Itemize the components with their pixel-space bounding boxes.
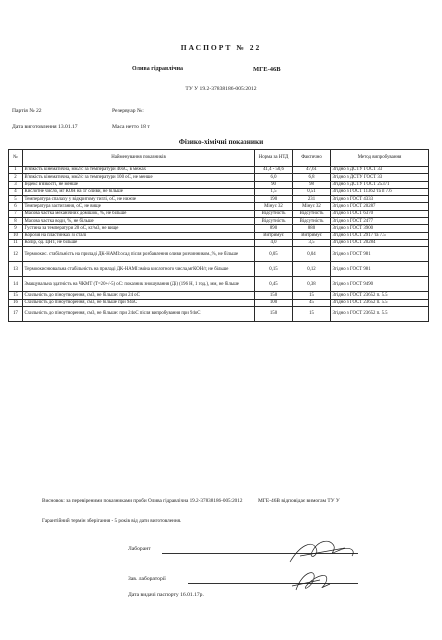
row-name: Масова частка механічних домішок, %, не більше xyxy=(23,210,255,217)
row-norm: 150 xyxy=(255,306,293,321)
row-number: 2 xyxy=(9,174,23,181)
row-actual: 15 xyxy=(293,292,331,299)
row-norm: 890 xyxy=(255,225,293,232)
row-actual: 45 xyxy=(293,299,331,306)
passport-title: ПАСПОРТ № 22 xyxy=(180,43,262,52)
row-number: 16 xyxy=(9,299,23,306)
net-mass: Маса нетто 18 т xyxy=(112,124,150,130)
row-norm: 100 xyxy=(255,299,293,306)
reservoir-number: Резервуар №: xyxy=(112,108,144,114)
row-norm: Мінус 32 xyxy=(255,203,293,210)
row-method: Згідно з ГОСТ 6370 xyxy=(331,210,429,217)
row-number: 14 xyxy=(9,277,23,292)
row-actual: Мінус 32 xyxy=(293,203,331,210)
row-name: Густина за температури 20 оС, кг/м3, не вище xyxy=(23,225,255,232)
row-number: 17 xyxy=(9,306,23,321)
row-norm: 150 xyxy=(255,292,293,299)
warranty-text: Гарантійний термін зберігання - 5 років від дати виготовлення. xyxy=(42,518,182,524)
row-name: Змащувальна здатність на ЧКМТ (Т=20+/-5) оС: показник зношування (Ді) (196 Н, 1 год.), мм, не більше xyxy=(23,277,255,292)
head-signature xyxy=(292,573,330,590)
row-actual: 15 xyxy=(293,306,331,321)
col-header-number: № xyxy=(9,150,23,167)
row-method: Згідно з ГОСТ 23652 п. 5.5 xyxy=(331,292,429,299)
row-actual: 0,12 xyxy=(293,262,331,277)
row-norm: Витримує xyxy=(255,232,293,239)
row-name: Схильність до піноутворення, см3, не більше: при 24оС після випробування при 94оС xyxy=(23,306,255,321)
row-name: Масова частка води, %, не більше xyxy=(23,218,255,225)
row-norm: Відсутність xyxy=(255,218,293,225)
col-header-name: Найменування показників xyxy=(23,150,255,167)
issue-date: Дата видачі паспорту 16.01.17р. xyxy=(128,592,204,598)
row-actual: 3,5 xyxy=(293,239,331,246)
row-number: 9 xyxy=(9,225,23,232)
row-name: Корозія на пластинках зі сталі xyxy=(23,232,255,239)
row-norm: 90 xyxy=(255,181,293,188)
row-norm: 1,5 xyxy=(255,188,293,195)
row-method: Згідно з ГОСТ 2917 та 7.5 xyxy=(331,232,429,239)
col-header-method: Метод випробування xyxy=(331,150,429,167)
row-name: Індекс в'язкості, не менше xyxy=(23,181,255,188)
row-number: 11 xyxy=(9,239,23,246)
row-number: 13 xyxy=(9,262,23,277)
row-actual: 880 xyxy=(293,225,331,232)
row-method: Згідно з ГОСТ 23652 п. 5.5 xyxy=(331,306,429,321)
col-header-actual: Фактично xyxy=(293,150,331,167)
row-actual: 0,51 xyxy=(293,188,331,195)
row-norm: 4,0 xyxy=(255,239,293,246)
row-method: Згідно з ГОСТ 981 xyxy=(331,247,429,262)
row-actual: 231 xyxy=(293,196,331,203)
row-norm: 0,05 xyxy=(255,247,293,262)
row-number: 12 xyxy=(9,247,23,262)
row-name: Колір, од. ЦНТ, не більше xyxy=(23,239,255,246)
batch-number: Партія № 22 xyxy=(12,108,42,114)
row-actual: 47,61 xyxy=(293,167,331,174)
row-actual: 0,04 xyxy=(293,247,331,262)
row-norm: 6,0 xyxy=(255,174,293,181)
row-name: Термоокис. стабільність на приладі ДК-НАМІ:осад після розбавлення оливи розчинником.,%, не більше xyxy=(23,247,255,262)
row-method: Згідно з ГОСТ 4333 xyxy=(331,196,429,203)
row-actual: Витримує xyxy=(293,232,331,239)
conclusion-text: Висновок: за перевіреними показниками проби Олива гідравлічна 19.2-37838186-005:2012 xyxy=(42,498,243,504)
row-number: 1 xyxy=(9,167,23,174)
row-norm: 41,4 - 50,6 xyxy=(255,167,293,174)
lab-head-label: Зав. лабораторії xyxy=(128,576,166,582)
row-number: 8 xyxy=(9,218,23,225)
row-actual: 0,38 xyxy=(293,277,331,292)
conformity-text: МГЕ-46В відповідає вимогам ТУ У xyxy=(258,498,340,504)
row-number: 10 xyxy=(9,232,23,239)
row-name: Термоокиснювальна стабільність на приладі ДК-НАМІ:зміна кислотного числа,мгКОН/г, не більше xyxy=(23,262,255,277)
row-name: Температура спалаху у відкритому тиглі, оС, не нижче xyxy=(23,196,255,203)
row-method: Згідно з ГОСТ 9490 xyxy=(331,277,429,292)
section-title: Фізико-хімічні показники xyxy=(178,138,264,146)
row-method: Згідно з ГОСТ 23652 п. 5.5 xyxy=(331,299,429,306)
row-number: 4 xyxy=(9,188,23,195)
row-name: В'язкість кінематична, мм2/с за температури 100 оС, не менше xyxy=(23,174,255,181)
row-number: 15 xyxy=(9,292,23,299)
row-name: Схильність до піноутворення, см3, не більше при 94оС xyxy=(23,299,255,306)
row-actual: 98 xyxy=(293,181,331,188)
row-norm: 190 xyxy=(255,196,293,203)
row-method: Згідно з ГОСТ 20284 xyxy=(331,239,429,246)
row-method: Згідно з ГОСТ 2477 xyxy=(331,218,429,225)
row-number: 5 xyxy=(9,196,23,203)
row-actual: Відсутність xyxy=(293,210,331,217)
row-method: Згідно з ДСТУ ГОСТ 33 xyxy=(331,167,429,174)
row-number: 6 xyxy=(9,203,23,210)
manufacture-date: Дата виготовлення 13.01.17 xyxy=(12,124,78,130)
row-method: Згідно з ГОСТ 3900 xyxy=(331,225,429,232)
row-number: 7 xyxy=(9,210,23,217)
row-actual: 6,8 xyxy=(293,174,331,181)
row-method: Згідно з ГОСТ 981 xyxy=(331,262,429,277)
row-number: 3 xyxy=(9,181,23,188)
row-name: Кислотне число, мг КОН на 1г оливи, не більше xyxy=(23,188,255,195)
row-method: Згідно з ДСТУ ГОСТ 25371 xyxy=(331,181,429,188)
lab-signature xyxy=(290,541,353,562)
lab-assistant-label: Лаборант xyxy=(128,546,151,552)
row-method: Згідно з ГОСТ 20287 xyxy=(331,203,429,210)
row-method: Згідно з ДСТУ ГОСТ 33 xyxy=(331,174,429,181)
row-norm: Відсутність xyxy=(255,210,293,217)
oil-name: Олива гідравлічна xyxy=(132,66,184,72)
tu-spec: ТУ У 19.2-37838186-005:2012 xyxy=(185,86,257,92)
col-header-norm: Норма за НТД xyxy=(255,150,293,167)
row-method: Згідно з ГОСТ 11362 та п 7.6 xyxy=(331,188,429,195)
row-norm: 0,45 xyxy=(255,277,293,292)
row-name: Температура застигання, оС, не вище xyxy=(23,203,255,210)
row-name: Схильність до піноутворення, см3, не більше: при 24 оС xyxy=(23,292,255,299)
row-norm: 0,15 xyxy=(255,262,293,277)
oil-grade: МГЕ-46В xyxy=(253,66,281,73)
row-name: В'язкість кінематична, мм2/с за температури 40оС, в межах xyxy=(23,167,255,174)
row-actual: Відсутність xyxy=(293,218,331,225)
